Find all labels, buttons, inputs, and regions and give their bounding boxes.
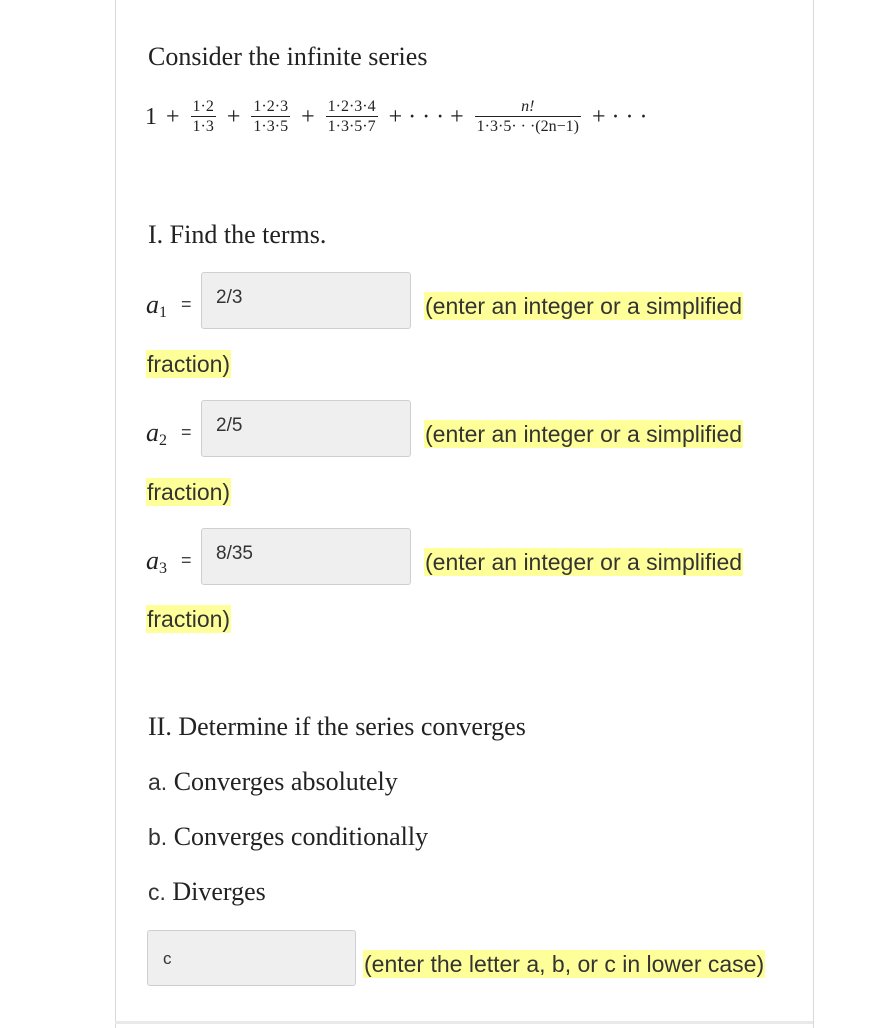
answer-input-a1[interactable]: [201, 272, 411, 329]
hint-text: (enter an integer or a simplified: [425, 293, 743, 319]
input-value: 2/5: [216, 415, 243, 436]
hint-text-continued: fraction): [147, 479, 231, 505]
part1-heading: I. Find the terms.: [148, 220, 327, 249]
answer-input-convergence[interactable]: [147, 930, 356, 986]
hint-text: (enter an integer or a simplified: [425, 421, 743, 447]
equals-sign: =: [181, 550, 192, 570]
option-b: b. Converges conditionally: [148, 822, 429, 851]
plus-sign: +: [301, 103, 315, 130]
series-ellipsis: + · · · +: [388, 103, 464, 130]
hint-text-continued: fraction): [147, 606, 231, 632]
plus-sign: +: [166, 103, 180, 130]
term-label-a1: $a_1$: [146, 290, 167, 321]
plus-sign: +: [226, 103, 241, 130]
input-value: 8/35: [216, 543, 253, 564]
equals-sign: =: [181, 422, 192, 442]
part2-heading: II. Determine if the series converges: [148, 712, 526, 741]
hint-text: (enter an integer or a simplified: [425, 549, 743, 575]
term-label-a2: $a_2$: [146, 418, 167, 449]
answer-input-a2[interactable]: [201, 400, 411, 457]
intro-text: Consider the infinite series: [148, 42, 428, 71]
series-term-2: $\frac{1\cdot 2}{1\cdot 3}$: [192, 98, 214, 135]
series-term-3: $\frac{1\cdot 2\cdot 3}{1\cdot 3\cdot 5}$: [253, 98, 289, 135]
series-term-4: $\frac{1\cdot 2\cdot 3\cdot 4}{1\cdot 3\cdot 5\cdot 7}$: [327, 98, 376, 135]
hint-text-continued: fraction): [147, 351, 231, 377]
series-general-term: $\frac{n!}{1\cdot 3\cdot 5\cdot \cdot \cdot(2n-1)}$: [476, 98, 579, 135]
hint-text: (enter the letter a, b, or c in lower case): [364, 951, 765, 977]
series-tail: + · · ·: [591, 103, 648, 130]
series-lead: 1: [145, 103, 157, 130]
input-value: c: [163, 949, 172, 968]
option-a: a. Converges absolutely: [148, 767, 398, 796]
series-formula: [145, 92, 657, 142]
question-card: [115, 0, 814, 1028]
answer-input-a3[interactable]: [201, 528, 411, 585]
option-c: c. Diverges: [148, 877, 266, 906]
equals-sign: =: [181, 294, 192, 314]
input-value: 2/3: [216, 287, 243, 308]
term-label-a3: $a_3$: [146, 546, 167, 577]
